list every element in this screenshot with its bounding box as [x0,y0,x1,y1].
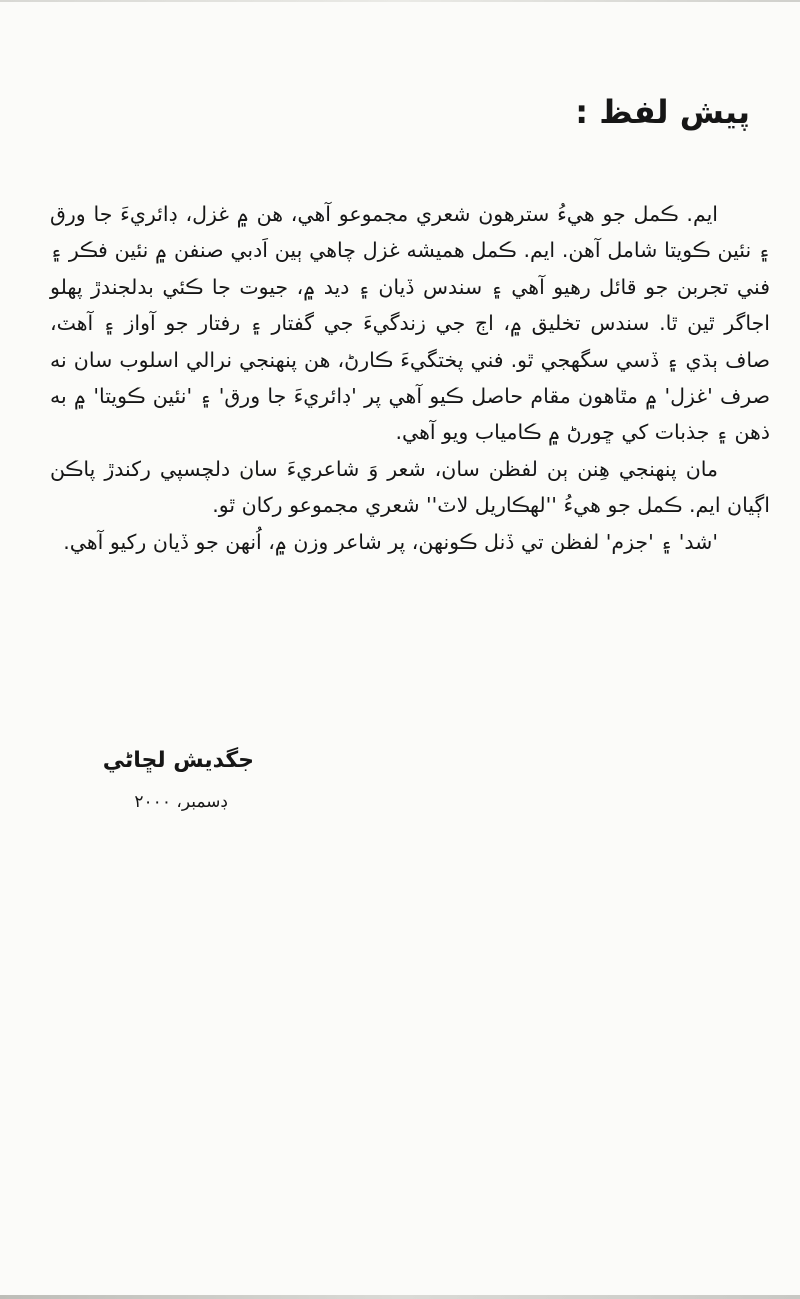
body-text [50,196,770,560]
paragraph-note: 'شد' ۽ 'جزم' لفظن تي ڏنل ڪونهن، پر شاعر وزن ۾، اُنهن جو ڏيان رکيو آهي. [63,529,718,554]
page-heading: پيش لفظ : [575,93,750,131]
page-bottom-edge [0,1295,800,1299]
paragraph-intro: ايم. ڪمل جو هيءُ سترهون شعري مجموعو آهي، هن ۾ غزل، ڊائريءَ جا ورق ۽ نئين ڪويتا شامل آهن. ايم. ڪمل هميشه غزل چاهي ٻين اَدبي صنفن ۾ نئين فڪر ۽ فني تجربن جو قائل رهيو آهي ۽ سندس ڏيان ۽ ديد ۾، جيوت جا ڪئي بدلجندڙ پهلو اجاگر ٿين ٿا. سندس تخليق ۾، اڄ جي زندگيءَ جي گفتار ۽ رفتار جو آواز ۽ آهٽ، صاف ٻڌي ۽ ڏسي سگهجي ٿو. فني پختگيءَ ڪارڻ، هن پنهنجي نرالي اسلوب سان نه صرف 'غزل' ۾ مٿاهون مقام حاصل ڪيو آهي پر 'ڊائريءَ جا ورق' ۽ 'نئين ڪويتا' ۾ به ذهن ۽ جذبات کي ڇورڻ ۾ ڪامياب ويو آهي. [50,202,770,445]
page-top-edge [0,0,800,2]
paragraph-dedication: مان پنهنجي هِنن ٻن لفظن سان، شعر وَ شاعريءَ سان دلچسپي رکندڙ پاڪن اڳيان ايم. ڪمل جو هيءُ ''لهڪاريل لاٽ'' شعري مجموعو رکان ٿو. [50,456,770,518]
signature-name: جگديش لڇاڻي [102,748,254,773]
signature-date: ڊسمبر، ٢٠٠٠ [134,792,228,812]
